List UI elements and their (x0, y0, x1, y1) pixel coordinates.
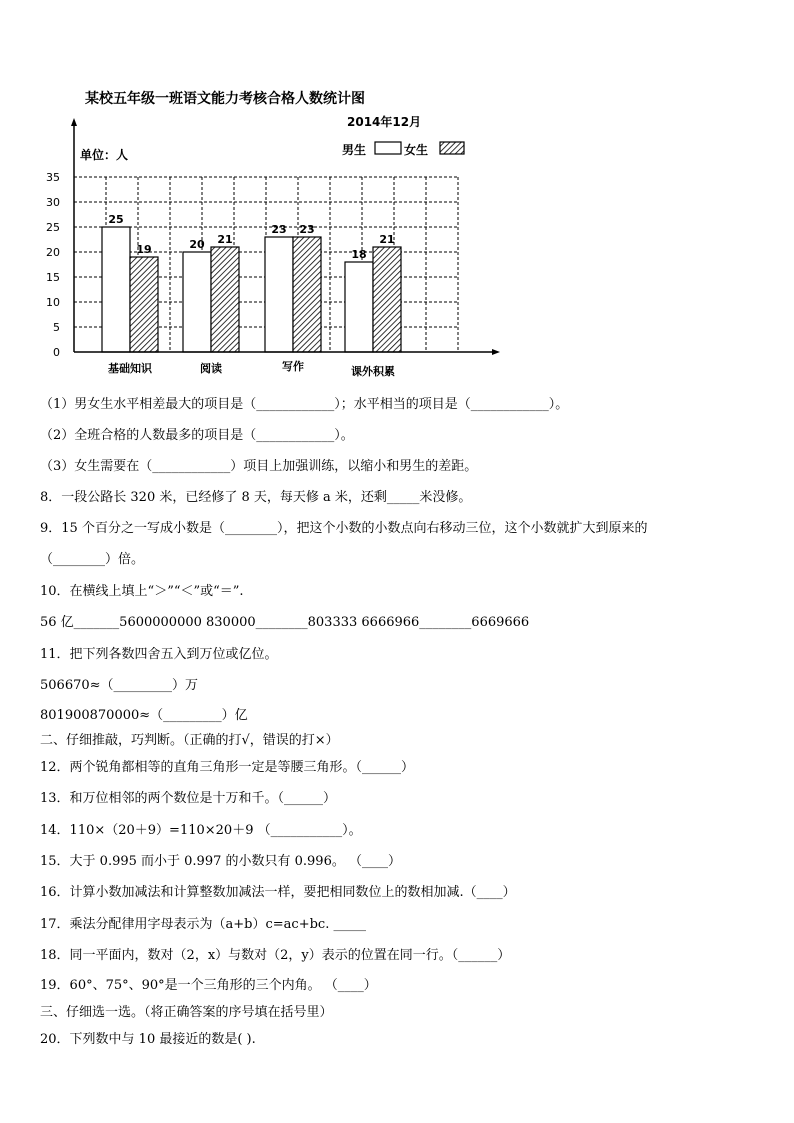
bar-value-label: 20 (189, 238, 205, 251)
unit-label: 单位：人 (80, 148, 129, 162)
bar-value-label: 23 (271, 223, 287, 236)
question-line: 10．在横线上填上“＞”“＜”或“＝”. (40, 584, 244, 599)
chart-subtitle: 2014年12月 (347, 115, 422, 129)
y-tick-label: 35 (46, 171, 60, 184)
question-line: 15．大于 0.995 而小于 0.997 的小数只有 0.996。 （____） (40, 854, 401, 869)
question-line: 11．把下列各数四舍五入到万位或亿位。 (40, 647, 278, 662)
x-tick-label: 基础知识 (108, 362, 152, 375)
bar-value-label: 19 (136, 243, 152, 256)
question-line: （1）男女生水平相差最大的项目是（____________）；水平相当的项目是（____________）。 (40, 397, 569, 412)
legend-swatch (375, 142, 401, 154)
legend-label: 男生 (342, 143, 367, 157)
bar (265, 237, 293, 352)
question-line: 8．一段公路长 320 米，已经修了 8 天，每天修 a 米，还剩_____米没修。 (40, 490, 472, 505)
bar-value-label: 21 (217, 233, 233, 246)
question-line: 17．乘法分配律用字母表示为（a+b）c=ac+bc. _____ (40, 917, 366, 932)
x-tick-label: 写作 (282, 360, 304, 373)
question-line: 19．60°、75°、90°是一个三角形的三个内角。 （____） (40, 978, 377, 993)
legend-swatch (440, 142, 464, 154)
bar (130, 257, 158, 352)
x-tick-label: 课外积累 (351, 365, 395, 378)
bar (373, 247, 401, 352)
legend-label: 女生 (404, 143, 429, 157)
question-line: 二、仔细推敲，巧判断。（正确的打√，错误的打×） (40, 733, 339, 748)
y-tick-label: 5 (53, 321, 60, 334)
bar-value-label: 23 (299, 223, 315, 236)
question-line: 9．15 个百分之一写成小数是（________），把这个小数的小数点向右移动三位，这个小数就扩大到原来的 (40, 521, 648, 536)
question-line: 三、仔细选一选。（将正确答案的序号填在括号里） (40, 1005, 333, 1020)
x-axis-arrow (492, 349, 500, 355)
chart-bars (102, 213, 401, 352)
y-tick-label: 15 (46, 271, 60, 284)
bar (102, 227, 130, 352)
question-line: 12．两个锐角都相等的直角三角形一定是等腰三角形。（______） (40, 760, 415, 775)
question-line: 506670≈（_________）万 (40, 678, 199, 693)
bar (293, 237, 321, 352)
y-tick-label: 30 (46, 196, 60, 209)
y-tick-label: 10 (46, 296, 60, 309)
question-line: 20．下列数中与 10 最接近的数是( ). (40, 1032, 256, 1047)
y-tick-label: 0 (53, 346, 60, 359)
question-line: 16．计算小数加减法和计算整数加减法一样，要把相同数位上的数相加减.（____） (40, 885, 516, 900)
question-line: 801900870000≈（_________）亿 (40, 708, 248, 723)
y-axis-arrow (71, 118, 77, 126)
bar-value-label: 21 (379, 233, 395, 246)
bar-value-label: 18 (351, 248, 367, 261)
chart-title: 某校五年级一班语文能力考核合格人数统计图 (85, 91, 365, 107)
question-line: 18．同一平面内，数对（2，x）与数对（2，y）表示的位置在同一行。（______） (40, 948, 511, 963)
y-tick-label: 20 (46, 246, 60, 259)
question-line: （3）女生需要在（____________）项目上加强训练，以缩小和男生的差距。 (40, 459, 478, 474)
y-tick-label: 25 (46, 221, 60, 234)
question-line: 13．和万位相邻的两个数位是十万和千。（______） (40, 791, 337, 806)
question-line: 14．110×（20＋9）=110×20＋9 （___________）。 (40, 823, 362, 838)
bar-chart (40, 82, 510, 382)
bar (345, 262, 373, 352)
bar (211, 247, 239, 352)
chart-legend (342, 142, 464, 157)
question-line: （________）倍。 (40, 552, 145, 567)
question-line: （2）全班合格的人数最多的项目是（____________）。 (40, 428, 354, 443)
x-tick-label: 阅读 (200, 362, 222, 375)
bar-value-label: 25 (108, 213, 124, 226)
bar (183, 252, 211, 352)
question-line: 56 亿_______5600000000 830000________803333 6666966________6669666 (40, 615, 530, 630)
